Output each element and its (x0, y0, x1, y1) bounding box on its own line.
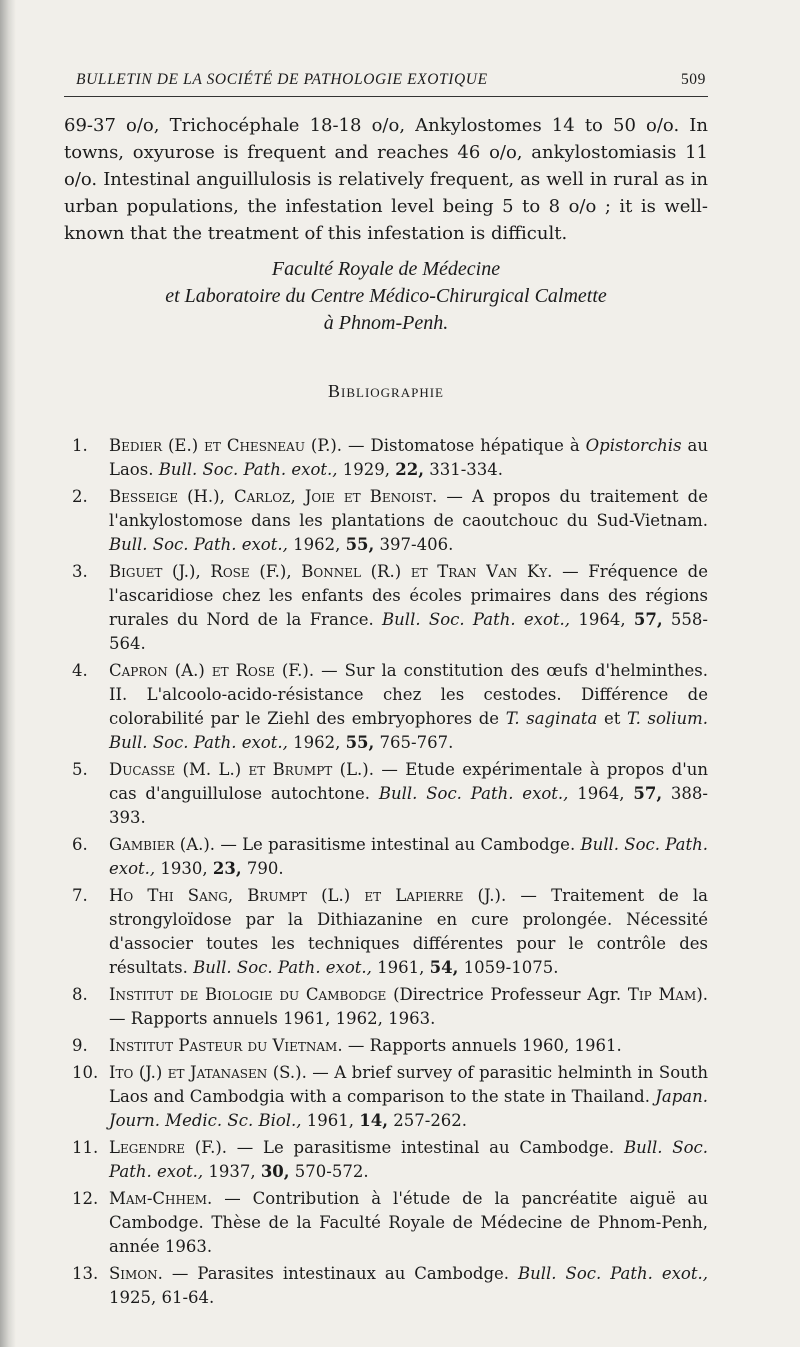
reference-year: 1962, (287, 733, 346, 752)
reference-item (64, 884, 708, 980)
reference-number: 5. (72, 760, 88, 779)
reference-authors: Simon. (109, 1264, 163, 1283)
page-edge-shadow (0, 0, 16, 1347)
reference-number: 2. (72, 487, 88, 506)
reference-text: — Le parasitisme intestinal au Cambodge. (227, 1138, 624, 1157)
reference-volume: 14, (359, 1111, 388, 1130)
reference-volume: 57, (633, 610, 663, 629)
reference-volume: 23, (212, 859, 242, 878)
affiliation-line: et Laboratoire du Centre Médico-Chirurgical Calmette (165, 285, 607, 307)
reference-authors: Ito (J.) et Jatanasen (S.). (109, 1063, 307, 1082)
reference-volume: 54, (429, 958, 459, 977)
reference-text: — A propos du traitement de l'ankylostomose dans les plantations de caoutchouc du Sud-Vietnam. (109, 487, 708, 530)
reference-pages: 257-262. (388, 1111, 468, 1130)
body-paragraph: 69-37 o/o, Trichocéphale 18-18 o/o, Ankylostomes 14 to 50 o/o. In towns, oxyurose is frequent and reaches 46 o/o, ankylostomiasis 11 o/o. Intestinal anguillulosis is relatively frequent, as well in rural as in urban populations, the infestation level being 5 to 8 o/o ; it is well-known that the treatment of this infestation is difficult. (64, 115, 708, 244)
running-header (76, 71, 706, 89)
reference-journal: T. solium. Bull. Soc. Path. exot., (109, 709, 708, 752)
reference-authors: Biguet (J.), Rose (F.), Bonnel (R.) et Tran Van Ky. (109, 562, 553, 581)
reference-number: 8. (72, 985, 88, 1004)
reference-italic: Opistorchis (585, 436, 682, 455)
reference-pages: 1059-1075. (458, 958, 559, 977)
reference-number: 6. (72, 835, 88, 854)
reference-authors: Gambier (A.). (109, 835, 216, 854)
reference-pages: 570-572. (289, 1162, 369, 1181)
reference-text: — Etude expérimentale à propos d'un cas d'anguillulose autochtone. (109, 760, 708, 803)
reference-journal: Bull. Soc. Path. exot., (518, 1264, 708, 1283)
reference-text: — Contribution à l'étude de la pancréatite aiguë au Cambodge. Thèse de la Faculté Royale de Médecine de Phnom-Penh, année 1963. (109, 1189, 708, 1256)
affiliation-block (64, 256, 708, 337)
reference-text: — Traitement de la strongyloïdose par la Dithiazanine en cure prolongée. Nécessité d'associer toutes les techniques différentes pour le contrôle des résultats. (109, 886, 709, 977)
reference-item (64, 560, 708, 656)
reference-year: 1925, 61-64. (109, 1288, 215, 1307)
reference-volume: 22, (395, 460, 424, 479)
reference-journal: Bull. Soc. Path. exot., (109, 835, 708, 878)
reference-year: 1964, (570, 610, 634, 629)
reference-item (64, 485, 708, 557)
reference-authors: Mam-Chhem. (109, 1189, 213, 1208)
reference-list (64, 434, 708, 1313)
reference-journal: Bull. Soc. Path. exot., (382, 610, 571, 629)
reference-item (64, 1034, 708, 1058)
reference-year: 1964, (568, 784, 634, 803)
reference-pages: 790. (241, 859, 284, 878)
reference-authors-extra: Tip Mam (627, 985, 697, 1004)
reference-volume: 30, (260, 1162, 290, 1181)
reference-journal: Bull. Soc. Path. exot., (109, 535, 288, 554)
reference-authors: Besseige (H.), Carloz, Joie et Benoist. (109, 487, 438, 506)
reference-item (64, 1187, 708, 1259)
reference-item (64, 983, 708, 1031)
reference-journal: Bull. Soc. Path. exot., (158, 460, 338, 479)
reference-pages: 397-406. (374, 535, 454, 554)
reference-authors: Bedier (E.) et Chesneau (P.). (109, 436, 343, 455)
reference-item (64, 1136, 708, 1184)
reference-year: 1929, (337, 460, 396, 479)
reference-journal: Bull. Soc. Path. exot., (109, 1138, 708, 1181)
reference-number: 9. (72, 1036, 88, 1055)
reference-authors: Institut Pasteur du Vietnam. (109, 1036, 343, 1055)
reference-pages: 558-564. (109, 610, 708, 653)
reference-authors: Ho Thi Sang, Brumpt (L.) et Lapierre (J.). (109, 886, 507, 905)
journal-title: BULLETIN DE LA SOCIÉTÉ DE PATHOLOGIE EXOTIQUE (76, 71, 488, 88)
reference-volume: 57, (633, 784, 663, 803)
reference-year: 1930, (155, 859, 213, 878)
reference-year: 1937, (203, 1162, 261, 1181)
reference-number: 13. (72, 1264, 99, 1283)
reference-text: au Laos. (109, 436, 708, 479)
reference-text: et (597, 709, 628, 728)
reference-text: (Directrice Professeur Agr. (386, 985, 628, 1004)
reference-text: — Sur la constitution des œufs d'helminthes. II. L'alcoolo-acido-résistance chez les cestodes. Différence de colorabilité par le Ziehl des embryophores de (109, 661, 708, 728)
reference-journal: Bull. Soc. Path. exot., (193, 958, 372, 977)
reference-authors: Ducasse (M. L.) et Brumpt (L.). (109, 760, 374, 779)
reference-pages: 388-393. (109, 784, 708, 827)
reference-number: 1. (72, 436, 88, 455)
reference-number: 4. (72, 661, 88, 680)
reference-volume: 55, (345, 535, 375, 554)
reference-number: 7. (72, 886, 88, 905)
reference-pages: 765-767. (374, 733, 454, 752)
reference-text: — A brief survey of parasitic helminth in South Laos and Cambodgia with a comparison to the state in Thailand. (109, 1063, 709, 1106)
reference-text: — Distomatose hépatique à (342, 436, 586, 455)
reference-year: 1962, (287, 535, 346, 554)
reference-item (64, 833, 708, 881)
reference-text: ). — Rapports annuels 1961, 1962, 1963. (109, 985, 708, 1028)
affiliation-line: à Phnom-Penh. (323, 312, 449, 334)
reference-number: 12. (72, 1189, 99, 1208)
reference-number: 10. (72, 1063, 99, 1082)
reference-text: — Fréquence de l'ascaridiose chez les enfants des écoles primaires dans des régions rurales du Nord de la France. (109, 562, 708, 629)
affiliation-line: Faculté Royale de Médecine (271, 258, 501, 280)
header-rule (64, 96, 708, 97)
reference-authors: Institut de Biologie du Cambodge (109, 985, 387, 1004)
reference-journal: Bull. Soc. Path. exot., (378, 784, 569, 803)
reference-item (64, 659, 708, 755)
reference-number: 11. (72, 1138, 99, 1157)
reference-pages: 331-334. (423, 460, 504, 479)
reference-authors: Legendre (F.). (109, 1138, 227, 1157)
reference-item (64, 1262, 708, 1310)
reference-text: — Rapports annuels 1960, 1961. (342, 1036, 622, 1055)
reference-authors: Capron (A.) et Rose (F.). (109, 661, 315, 680)
reference-italic: T. saginata (505, 709, 598, 728)
reference-year: 1961, (301, 1111, 360, 1130)
bibliography-title: Bibliographie (328, 381, 444, 401)
reference-text: — Le parasitisme intestinal au Cambodge. (215, 835, 581, 854)
reference-item (64, 1061, 708, 1133)
reference-item (64, 758, 708, 830)
reference-number: 3. (72, 562, 88, 581)
reference-text: — Parasites intestinaux au Cambodge. (162, 1264, 518, 1283)
page-number: 509 (680, 71, 706, 88)
reference-journal: Japan. Journ. Medic. Sc. Biol., (109, 1087, 708, 1130)
reference-year: 1961, (371, 958, 430, 977)
reference-item (64, 434, 708, 482)
reference-volume: 55, (345, 733, 375, 752)
